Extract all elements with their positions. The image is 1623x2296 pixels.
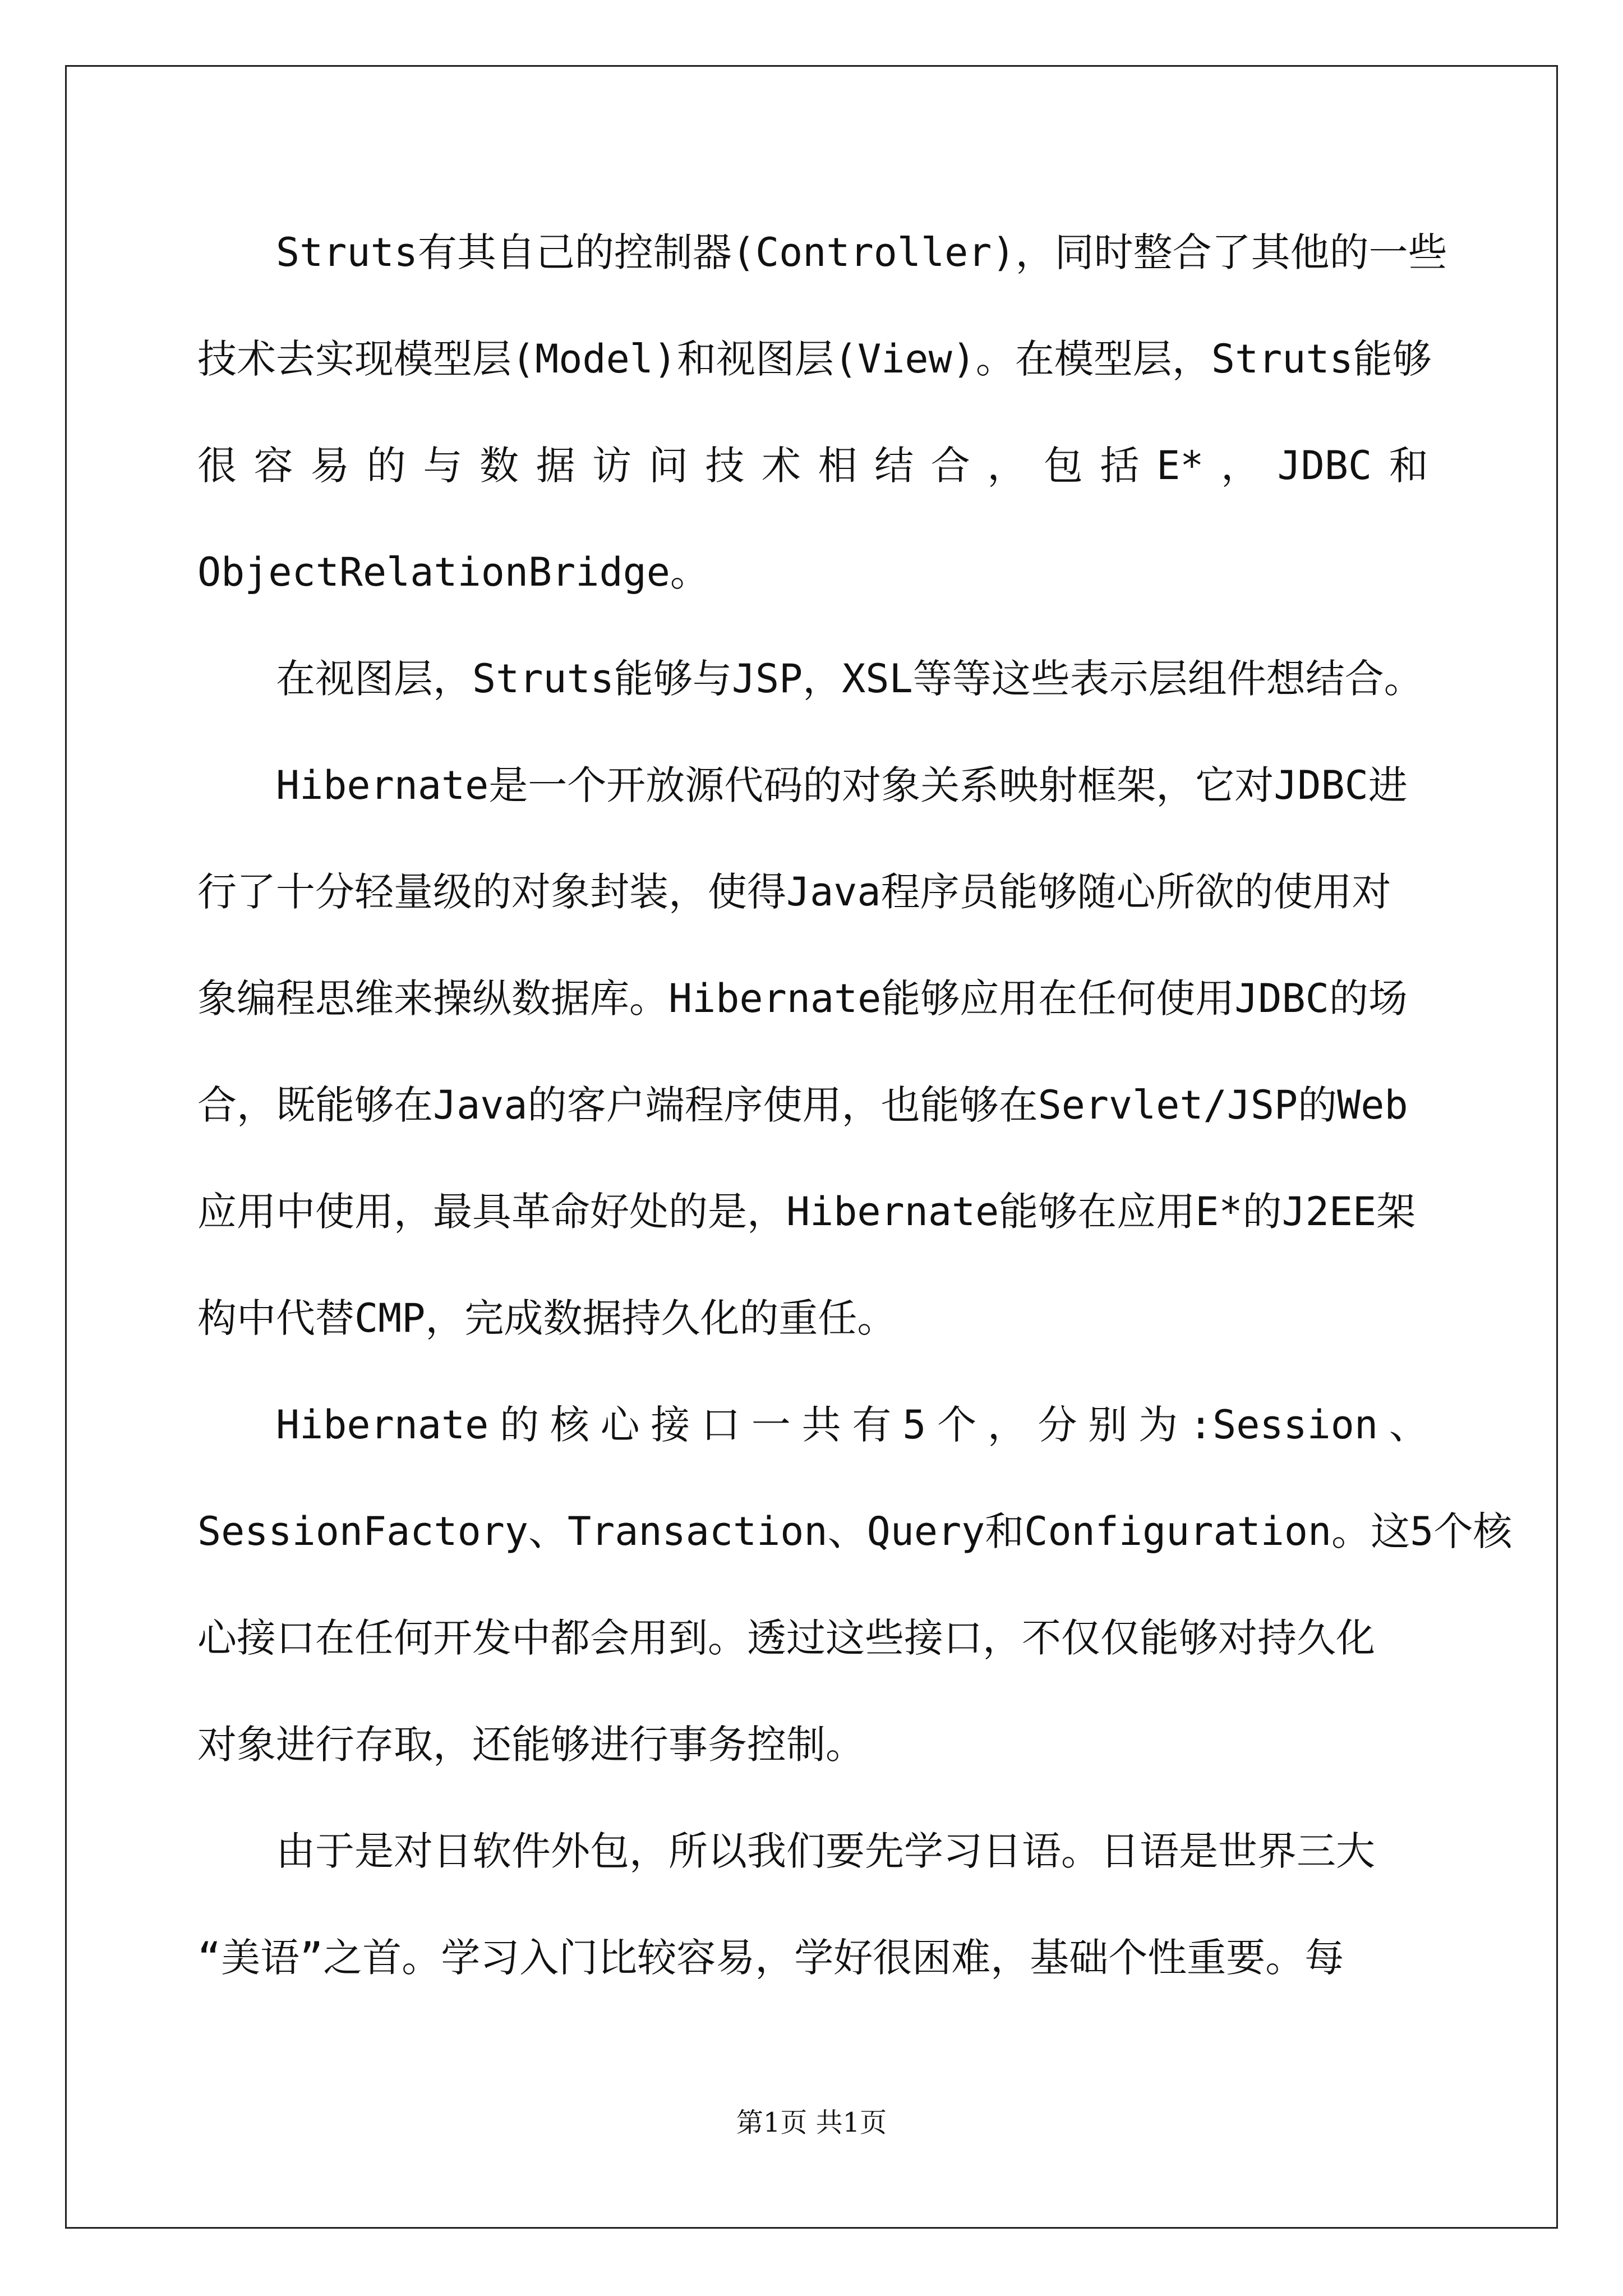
text-token: ， [987, 1402, 1027, 1448]
text-line: 象编程思维来操纵数据库。Hibernate能够应用在任何使用JDBC的场 [197, 976, 1408, 1022]
text-token: 为 [1138, 1402, 1178, 1448]
text-token: ， [987, 443, 1027, 489]
text-token: 合 [930, 443, 970, 489]
text-token: 与 [423, 443, 463, 489]
text-line: 在视图层，Struts能够与JSP，XSL等等这些表示层组件想结合。 [276, 656, 1423, 702]
text-token: 共 [801, 1402, 841, 1448]
text-line: SessionFactory、Transaction、Query和Configuration。这5个核 [197, 1508, 1513, 1554]
text-token: 术 [761, 443, 801, 489]
text-token: 心 [600, 1402, 640, 1448]
text-line: 技术去实现模型层(Model)和视图层(View)。在模型层，Struts能够 [197, 336, 1432, 382]
text-token: 技 [705, 443, 745, 489]
text-token: 相 [818, 443, 857, 489]
text-line: Struts有其自己的控制器(Controller)，同时整合了其他的一些 [276, 229, 1447, 275]
text-line: ObjectRelationBridge。 [197, 549, 709, 595]
text-token: 的 [500, 1402, 540, 1448]
text-token: 易 [310, 443, 350, 489]
text-token: ， [1220, 443, 1260, 489]
text-token: 结 [874, 443, 914, 489]
text-token: 访 [592, 443, 632, 489]
text-token: 的 [366, 443, 406, 489]
text-line: 对象进行存取，还能够进行事务控制。 [197, 1722, 865, 1768]
text-token: E* [1156, 443, 1204, 489]
text-token: 问 [648, 443, 688, 489]
text-token: 一 [751, 1402, 791, 1448]
text-token: 5 [902, 1402, 926, 1448]
text-line: Hibernate是一个开放源代码的对象关系映射框架，它对JDBC进 [276, 762, 1408, 808]
text-token: 有 [852, 1402, 892, 1448]
text-token: 据 [536, 443, 575, 489]
text-token: 容 [253, 443, 293, 489]
text-token: 包 [1043, 443, 1083, 489]
text-token: 口 [701, 1402, 741, 1448]
text-token: 数 [479, 443, 519, 489]
text-token: 括 [1100, 443, 1140, 489]
text-line: 应用中使用，最具革命好处的是，Hibernate能够在应用E*的J2EE架 [197, 1189, 1416, 1235]
document-body [197, 210, 1513, 2022]
text-token: 很 [197, 443, 237, 489]
text-line: 构中代替CMP，完成数据持久化的重任。 [197, 1295, 897, 1341]
text-line: 心接口在任何开发中都会用到。透过这些接口，不仅仅能够对持久化 [197, 1615, 1375, 1661]
text-token: 核 [550, 1402, 589, 1448]
text-token: 、 [1389, 1402, 1428, 1448]
text-token: 别 [1088, 1402, 1128, 1448]
text-token: Hibernate [276, 1402, 489, 1448]
text-token: 个 [937, 1402, 977, 1448]
page-footer: 第1页 共1页 [736, 2107, 887, 2138]
text-token: 和 [1389, 443, 1428, 489]
text-token: :Session [1188, 1402, 1378, 1448]
text-line-justified [197, 424, 1428, 530]
text-token: JDBC [1277, 443, 1372, 489]
text-line: “美语”之首。学习入门比较容易，学好很困难，基础个性重要。每 [197, 1935, 1344, 1981]
text-token: 分 [1038, 1402, 1077, 1448]
text-line: 合，既能够在Java的客户端程序使用，也能够在Servlet/JSP的Web [197, 1082, 1408, 1128]
text-line: 行了十分轻量级的对象封装，使得Java程序员能够随心所欲的使用对 [197, 869, 1391, 915]
text-token: 接 [651, 1402, 690, 1448]
text-line-justified [197, 1383, 1428, 1489]
text-line: 由于是对日软件外包，所以我们要先学习日语。日语是世界三大 [276, 1828, 1375, 1874]
